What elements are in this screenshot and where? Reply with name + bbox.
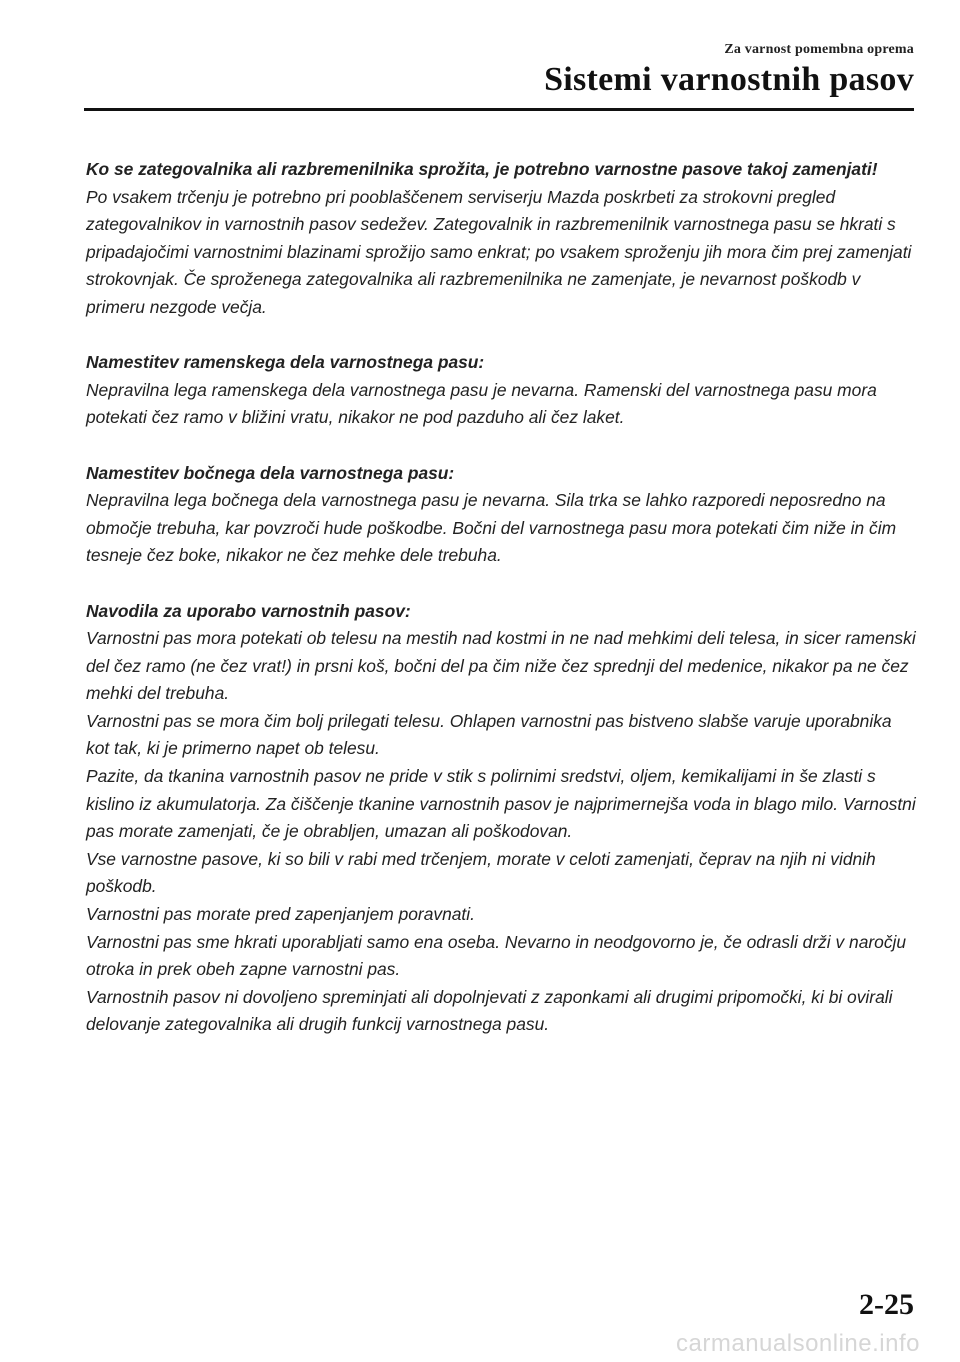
chapter-title: Sistemi varnostnih pasov (544, 61, 914, 98)
paragraph: Varnostni pas sme hkrati uporabljati samo ena oseba. Nevarno in neodgovorno je, če odrasli drži v naročju otroka in prek obeh zapne varnostni pas. (86, 931, 907, 980)
paragraph: Varnostnih pasov ni dovoljeno spreminjati ali dopolnjevati z zaponkami ali drugimi pripomočki, ki bi ovirali delovanje zategovalnika ali drugih funkcij varnostnega pasu. (86, 986, 893, 1035)
block-heading: Namestitev bočnega dela varnostnega pasu: (86, 462, 455, 483)
paragraph: Vse varnostne pasove, ki so bili v rabi med trčenjem, morate v celoti zamenjati, čeprav na njih ni vidnih poškodb. (86, 848, 876, 897)
paragraph: Nepravilna lega bočnega dela varnostnega pasu je nevarna. Sila trka se lahko razporedi neposredno na območje trebuha, kar povzroči hude poškodbe. Bočni del varnostnega pasu mora potekati čim niže in čim tesneje čez boke, nikakor ne čez mehke dele trebuha. (86, 490, 897, 566)
paragraph: Pazite, da tkanina varnostnih pasov ne pride v stik s polirnimi sredstvi, oljem, kemikalijami in še zlasti s kislino iz akumulatorja. Za čiščenje tkanine varnostnih pasov je najprimernejša voda in blago milo. Varnostni pas morate zamenjati, če je obrabljen, umazan ali poškodovan. (86, 766, 916, 842)
paragraph: Po vsakem trčenju je potrebno pri pooblaščenem serviserju Mazda poskrbeti za strokovni pregled zategovalnikov in varnostnih pasov sedežev. Zategovalnik in razbremenilnik varnostnega pasu se hkrati s pripadajočimi varnostnimi blazinami sprožijo samo enkrat; po vsakem sproženju jih mora čim prej zamenjati strokovnjak. Če sproženega zategovalnika ali razbremenilnika ne zamenjate, je nevarnost poškodb v primeru nezgode večja. (86, 186, 912, 317)
block-heading: Navodila za uporabo varnostnih pasov: (86, 600, 411, 621)
paragraph: Varnostni pas mora potekati ob telesu na mestih nad kostmi in ne nad mehkimi deli telesa, in sicer ramenski del čez ramo (ne čez vrat!) in prsni koš, bočni del pa čim niže čez sprednji del medenice, nikakor pa ne čez mehki del trebuha. (86, 628, 916, 704)
page-header (544, 42, 914, 98)
paragraph: Varnostni pas morate pred zapenjanjem poravnati. (86, 904, 475, 925)
section-title: Za varnost pomembna oprema (724, 42, 914, 57)
page-number: 2-25 (859, 1288, 914, 1321)
watermark-text: carmanualsonline.info (676, 1330, 920, 1357)
block-heading: Namestitev ramenskega dela varnostnega pasu: (86, 352, 485, 373)
header-divider (84, 108, 914, 111)
document-body (86, 156, 916, 1039)
paragraph: Varnostni pas se mora čim bolj prilegati telesu. Ohlapen varnostni pas bistveno slabše varuje uporabnika kot tak, ki je primerno napet ob telesu. (86, 710, 892, 759)
paragraph: Nepravilna lega ramenskega dela varnostnega pasu je nevarna. Ramenski del varnostnega pasu mora potekati čez ramo v bližini vratu, nikakor ne pod pazduho ali čez laket. (86, 379, 877, 428)
block-heading: Ko se zategovalnika ali razbremenilnika sprožita, je potrebno varnostne pasove takoj zamenjati! (86, 159, 878, 179)
